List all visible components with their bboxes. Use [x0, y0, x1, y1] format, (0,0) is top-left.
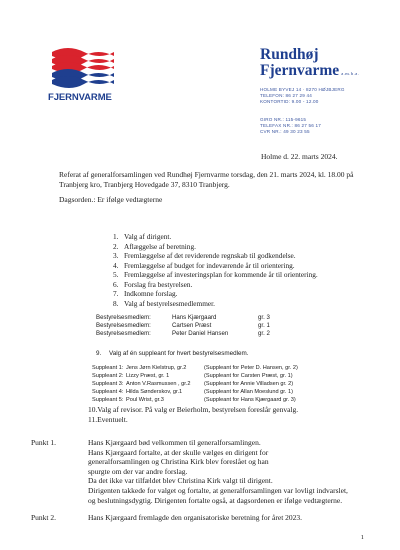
suppleant-row: Suppleant 3: Anton V.Rasmussen , gr.2 (Suppleant for Annie Villadsen gr. 2) — [92, 381, 294, 388]
punkt-2-label: Punkt 2. — [31, 513, 57, 522]
suppleant-list — [92, 364, 298, 404]
board-row: Bestyrelsesmedlem: Peter Daniel Hansen gr. 2 — [96, 330, 270, 338]
list-item: 5. Fremlæggelse af investeringsplan for kommende år til orientering. — [113, 270, 318, 279]
agenda-items-10-11: 10.Valg af revisor. På valg er Beierholm, bestyrelsen foreslår genvalg. 11.Eventuelt. — [88, 405, 299, 424]
suppleant-row: Suppleant 5: Poul Wrist, gr.3 (Suppleant for Hans Kjærgaard gr. 3) — [92, 397, 296, 404]
agenda-item-9: 9. Valg af én suppleant for hvert bestyrelsesmedlem. — [96, 350, 249, 357]
list-item: 7. Indkomne forslag. — [113, 289, 178, 298]
list-item: 4. Fremlæggelse af budget for indeværende år til orientering. — [113, 260, 295, 270]
intro-paragraph: Referat af generalforsamlingen ved Rundhøj Fjernvarme torsdag, den 21. marts 2024, kl. 18.00 på Tranbjerg kro, Tranbjerg Hovedgade 37, 8310 Tranbjerg. — [59, 170, 354, 189]
board-members — [96, 314, 270, 339]
agenda-list — [113, 232, 318, 308]
board-row: Bestyrelsesmedlem: Cartsen Præst gr. 1 — [96, 322, 270, 330]
company-bank-info: GIRO NR.: 115-9615 TELEFAX NR.: 86 27 56 17 CVR NR.: 49 30 23 55 — [260, 117, 321, 134]
company-suffix: a.m.b.a. — [341, 71, 360, 76]
list-item: 1. Valg af dirigent. — [113, 232, 172, 241]
document-date: Holme d. 22. marts 2024. — [261, 152, 338, 161]
page-number: 1 — [360, 534, 364, 541]
list-item: 8. Valg af bestyrelsesmedlemmer. — [113, 298, 215, 308]
punkt-1-label: Punkt 1. — [31, 438, 57, 447]
company-address: HOLME BYVEJ 14 · 8270 HØJBJERG TELEFON: 86 27 29 44 KONTORTID: 9.00 - 12.00 — [260, 87, 345, 104]
suppleant-row: Suppleant 2: Lizzy Præst, gr. 1 (Suppleant for Carsten Præst, gr. 1) — [92, 373, 293, 380]
logo-text: FJERNVARME — [48, 92, 112, 103]
company-name: Rundhøj — [260, 46, 319, 63]
punkt-1-text: Hans Kjærgaard bød velkommen til generalforsamlingen. Hans Kjærgaard fortalte, at der skulle vælges en dirigent for generalforsamlingen og Christina Kirk blev foreslået og han spurgte om der var andre forslag. Da det ikke var tilfældet blev Christina Kirk valgt til dirigent. Dirigenten takkede for valget og fortalte, at generalforsamlingen var lovligt indvarslet, og beslutningsdygtig. Dirigenten fortalte også, at dagsordenen er ifølge vedtægterne. — [88, 438, 348, 505]
suppleant-row: Suppleant 4: Hilda Sønderskov, gr.1 (Suppleant for Allan Moeslund gr. 1) — [92, 389, 293, 396]
board-row: Bestyrelsesmedlem: Hans Kjærgaard gr. 3 — [96, 314, 270, 321]
company-logo — [48, 44, 118, 92]
punkt-2-text: Hans Kjærgaard fremlagde den organisatoriske beretning for året 2023. — [88, 513, 303, 522]
company-name-line2: Fjernvarme a.m.b.a. — [260, 62, 360, 79]
list-item: 3. Fremlæggelse af det reviderende regnskab til godkendelse. — [113, 251, 296, 260]
list-item: 2. Aflæggelse af beretning. — [113, 241, 196, 251]
list-item: 6. Forslag fra bestyrelsen. — [113, 279, 193, 289]
agenda-title: Dagsorden.: Er ifølge vedtægterne — [59, 195, 163, 204]
flag-wave-icon — [48, 44, 118, 92]
suppleant-row: Suppleant 1: Jens Jørn Kielstrup, gr.2 (Suppleant for Peter D. Hansen, gr. 2) — [92, 365, 298, 371]
